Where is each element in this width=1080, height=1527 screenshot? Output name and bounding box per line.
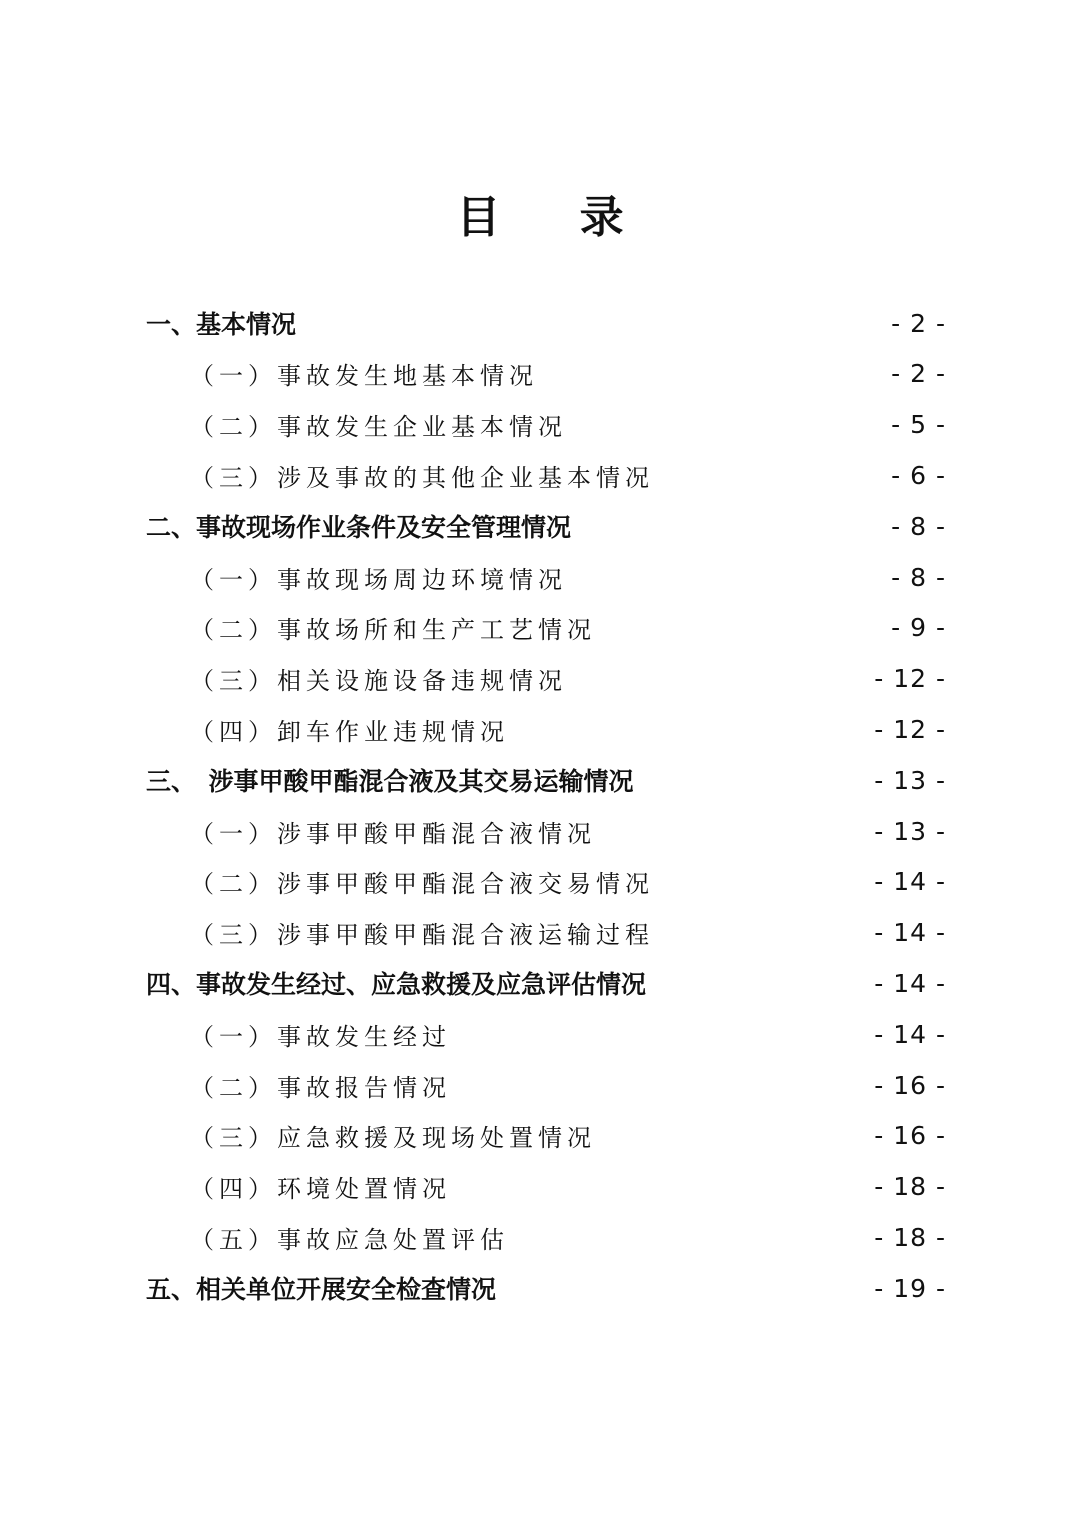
toc-dot-leader bbox=[515, 717, 870, 741]
toc-page-number: - 13 - bbox=[874, 816, 946, 846]
toc-page-number: - 2 - bbox=[891, 359, 946, 389]
toc-page-number: - 16 - bbox=[874, 1070, 946, 1100]
toc-entry[interactable] bbox=[0, 654, 1080, 704]
toc-dot-leader bbox=[577, 514, 887, 538]
toc-entry-label: （二）事故报告情况 bbox=[190, 1073, 451, 1102]
toc-page-number: - 13 - bbox=[874, 765, 946, 795]
toc-entry[interactable] bbox=[0, 1212, 1080, 1262]
toc-dot-leader bbox=[573, 565, 887, 589]
toc-dot-leader bbox=[573, 667, 870, 691]
toc-page-number: - 12 - bbox=[874, 664, 946, 694]
toc-entry[interactable] bbox=[0, 908, 1080, 958]
toc-dot-leader bbox=[602, 819, 870, 843]
toc-entry[interactable] bbox=[0, 1263, 1080, 1313]
toc-entry[interactable] bbox=[0, 603, 1080, 653]
toc-entry-label: （一）事故发生经过 bbox=[190, 1022, 451, 1051]
toc-entry-label: 五、相关单位开展安全检查情况 bbox=[146, 1275, 497, 1305]
toc-entry-label: 一、基本情况 bbox=[146, 310, 297, 339]
toc-page-number: - 19 - bbox=[874, 1273, 946, 1303]
toc-entry-label: （四）环境处置情况 bbox=[190, 1175, 451, 1204]
toc-entry-label: 二、事故现场作业条件及安全管理情况 bbox=[146, 513, 572, 543]
toc-page-number: - 14 - bbox=[874, 867, 946, 897]
toc-entry-label: （二）事故场所和生产工艺情况 bbox=[190, 616, 596, 645]
toc-entry[interactable] bbox=[0, 400, 1080, 450]
toc-page-number: - 2 - bbox=[891, 308, 946, 338]
toc-entry[interactable] bbox=[0, 958, 1080, 1008]
toc-entry[interactable] bbox=[0, 1162, 1080, 1212]
toc-page-number: - 8 - bbox=[891, 562, 946, 592]
toc-dot-leader bbox=[457, 1175, 870, 1199]
toc-entry[interactable] bbox=[0, 349, 1080, 399]
toc-dot-leader bbox=[457, 1073, 870, 1097]
toc-page-number: - 14 - bbox=[874, 918, 946, 948]
toc-entry-label: （三）相关设施设备违规情况 bbox=[190, 667, 567, 696]
toc-entry-label: （二）涉事甲酸甲酯混合液交易情况 bbox=[190, 870, 654, 899]
toc-entry[interactable] bbox=[0, 501, 1080, 551]
toc-page-number: - 8 - bbox=[891, 511, 946, 541]
toc-entry[interactable] bbox=[0, 1111, 1080, 1161]
toc-entry-label: （一）事故发生地基本情况 bbox=[190, 362, 538, 391]
toc-dot-leader bbox=[457, 1022, 870, 1046]
toc-page-number: - 5 - bbox=[891, 410, 946, 440]
toc-dot-leader bbox=[602, 616, 887, 640]
toc-entry-label: （三）应急救援及现场处置情况 bbox=[190, 1124, 596, 1153]
toc-dot-leader bbox=[660, 463, 887, 487]
toc-page-number: - 6 - bbox=[891, 460, 946, 490]
toc-dot-leader bbox=[502, 1276, 870, 1300]
toc-page-number: - 18 - bbox=[874, 1172, 946, 1202]
toc-entry[interactable] bbox=[0, 806, 1080, 856]
toc-entry-label: （一）事故现场周边环境情况 bbox=[190, 565, 567, 594]
toc-page-number: - 14 - bbox=[874, 968, 946, 998]
toc-dot-leader bbox=[640, 768, 871, 792]
toc-title: 目 录 bbox=[456, 192, 656, 243]
toc-dot-leader bbox=[660, 870, 870, 894]
toc-dot-leader bbox=[573, 413, 887, 437]
toc-dot-leader bbox=[544, 362, 887, 386]
toc-entry[interactable] bbox=[0, 1060, 1080, 1110]
toc-entry[interactable] bbox=[0, 857, 1080, 907]
toc-entry[interactable] bbox=[0, 755, 1080, 805]
toc-entry[interactable] bbox=[0, 298, 1080, 348]
toc-dot-leader bbox=[652, 971, 870, 995]
toc-entry-label: （三）涉事甲酸甲酯混合液运输过程 bbox=[190, 921, 654, 950]
toc-entry-label: （二）事故发生企业基本情况 bbox=[190, 413, 567, 442]
toc-dot-leader bbox=[302, 311, 887, 335]
toc-page-number: - 12 - bbox=[874, 714, 946, 744]
toc-entry-label: （三）涉及事故的其他企业基本情况 bbox=[190, 463, 654, 492]
toc-entry[interactable] bbox=[0, 450, 1080, 500]
toc-entry-label: 四、事故发生经过、应急救援及应急评估情况 bbox=[146, 970, 647, 1000]
toc-page-number: - 14 - bbox=[874, 1019, 946, 1049]
toc-dot-leader bbox=[602, 1124, 870, 1148]
toc-entry[interactable] bbox=[0, 552, 1080, 602]
toc-page-number: - 18 - bbox=[874, 1222, 946, 1252]
toc-page-number: - 16 - bbox=[874, 1121, 946, 1151]
toc-entry-label: （五）事故应急处置评估 bbox=[190, 1225, 509, 1254]
toc-entry-label: （四）卸车作业违规情况 bbox=[190, 717, 509, 746]
toc-dot-leader bbox=[515, 1225, 870, 1249]
toc-entry-label: 三、 涉事甲酸甲酯混合液及其交易运输情况 bbox=[146, 767, 634, 797]
toc-entry[interactable] bbox=[0, 704, 1080, 754]
toc-page-number: - 9 - bbox=[891, 613, 946, 643]
toc-entry[interactable] bbox=[0, 1009, 1080, 1059]
toc-entry-label: （一）涉事甲酸甲酯混合液情况 bbox=[190, 819, 596, 848]
toc-dot-leader bbox=[660, 921, 870, 945]
